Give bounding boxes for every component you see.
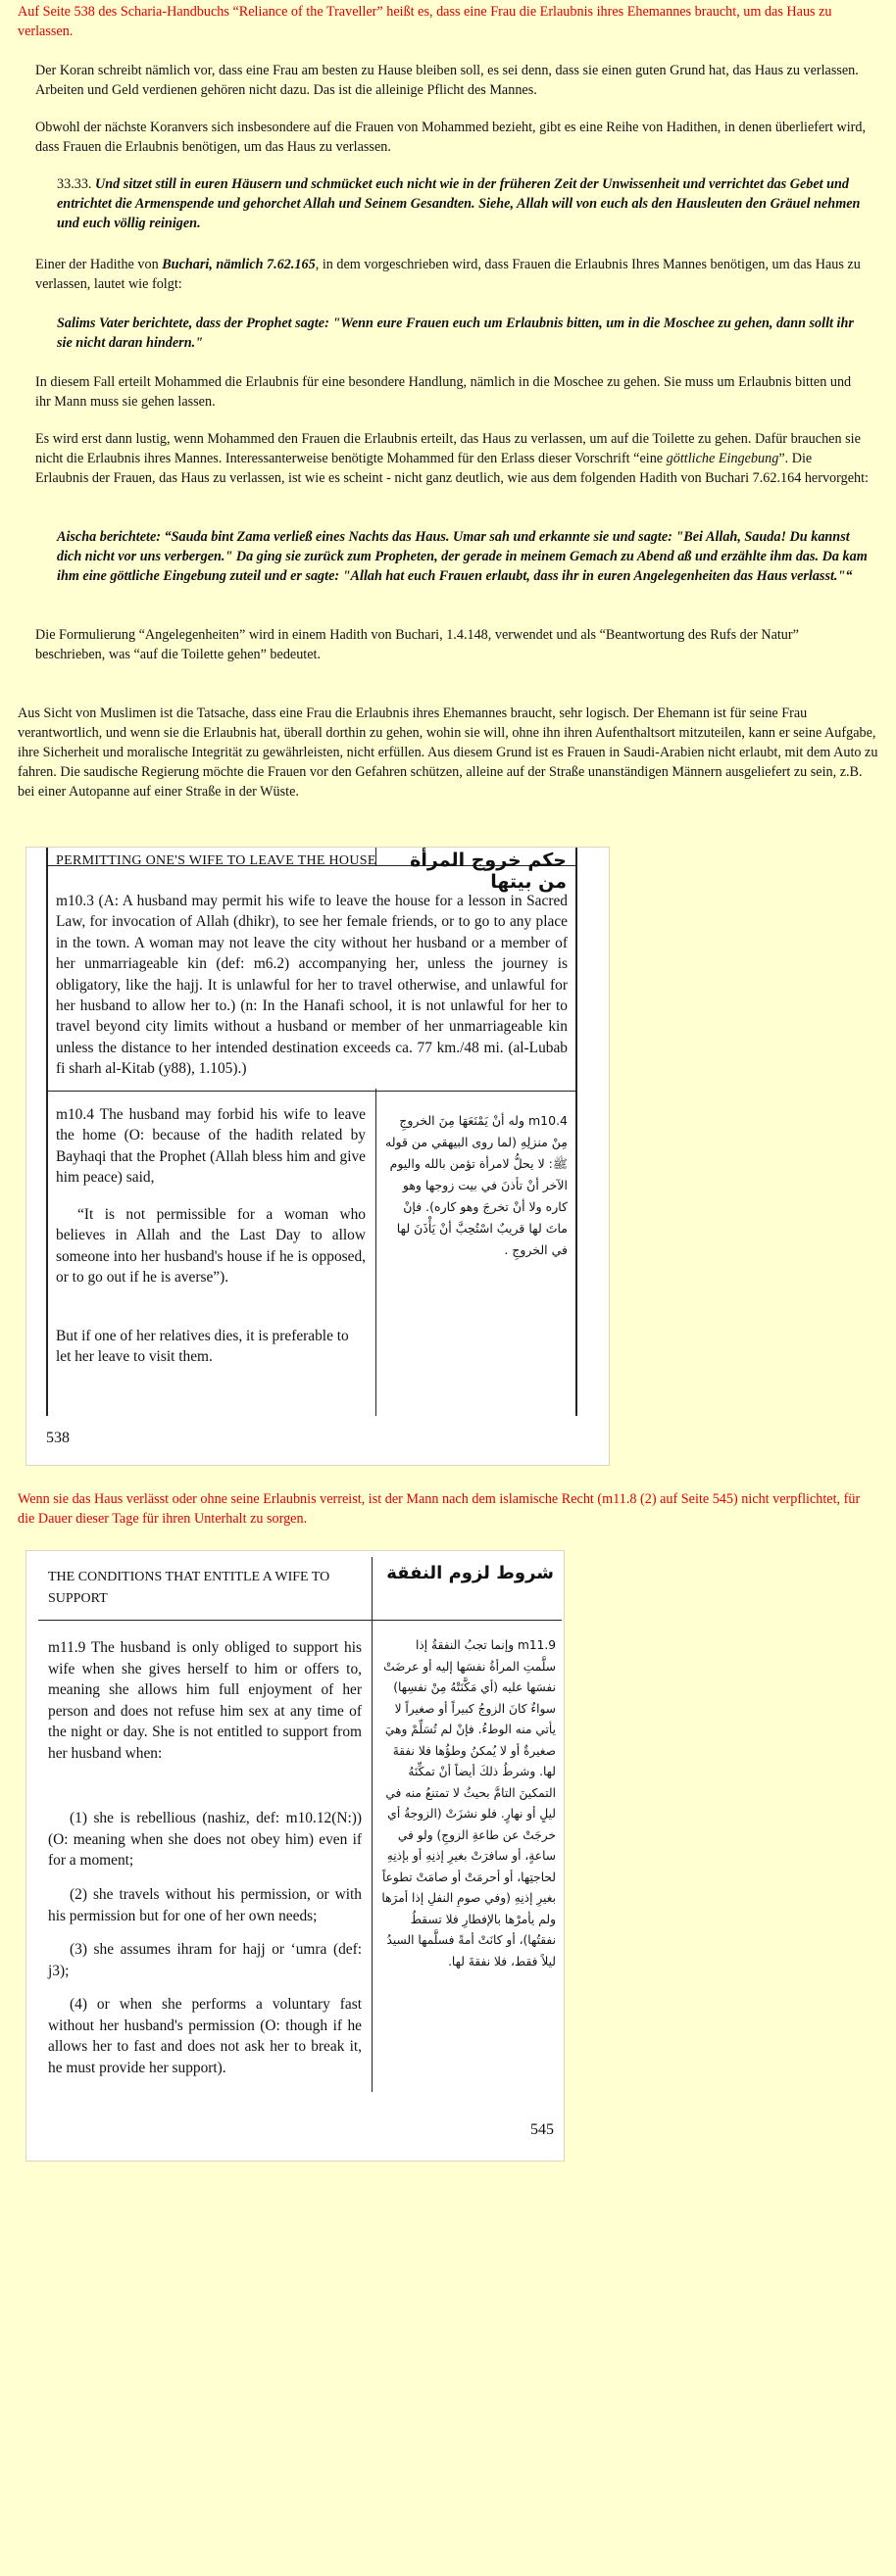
hadith-ref: Buchari, nämlich 7.62.165 (162, 257, 316, 272)
page-number: 538 (46, 1430, 70, 1446)
text-span: , in dem vorgeschrieben wird, dass Frauen die Erlaubnis Ihres Mannes benötigen, um das Haus zu verlassen, lautet wie folgt: (35, 257, 861, 292)
scan2-item-1: (1) she is rebellious (nashiz, def: m10.12(N:)) (O: meaning when she does not obey him) even if for a moment; (48, 1810, 362, 1870)
scan-arabic-text: m10.4 وله أنْ يَمْنَعَهَا مِنَ الخروجِ مِنْ منزلِهِ (لما روى البيهقي من قوله ﷺ: لا يحلُّ لامرأة تؤمن بالله واليوم الآخر أنْ تأذنَ في بيت زوجها وهو كاره ولا أنْ تخرجَ وهو كاره). فإنْ ماتَ لها قريبٌ اسْتُحِبَّ أنْ يَأْذَنَ لها في الخروجِ . (385, 1113, 568, 1257)
intro-red-text: Auf Seite 538 des Scharia-Handbuchs “Reliance of the Traveller” heißt es, dass eine Frau die Erlaubnis ihres Ehemannes braucht, um das Haus zu verlassen. (18, 4, 832, 39)
scan-last: But if one of her relatives dies, it is preferable to let her leave to visit them. (56, 1328, 349, 1366)
quote-salim: Salims Vater berichtete, dass der Prophet sagte: "Wenn eure Frauen euch um Erlaubnis bitten, um in die Moschee zu gehen, dann sollt ihr sie nicht daran hindern." (57, 316, 854, 351)
paragraph-buchari (35, 255, 869, 294)
scanned-page-545 (25, 1550, 565, 2162)
paragraph-toilet (35, 429, 869, 488)
text-span: ”. Die Erlaubnis der Frauen, das Haus zu verlassen, ist wie es scheint - nicht ganz deutlich, wie aus dem folgenden Hadith von Buchari 7.62.164 hervorgeht: (35, 451, 869, 486)
emphasis: göttliche Eingebung (666, 451, 779, 466)
quote-aischa: Aischa berichtete: “Sauda bint Zama verließ eines Nachts das Haus. Umar sah und erkannte sie und sagte: "Bei Allah, Sauda! Du kannst dich nicht vor uns verbergen." Da ging sie zurück zum Propheten, der gerade in meinem Gemach zu Abend aß und erzählte ihm das. Da kam ihm eine göttliche Eingebung zuteil und er sagte: "Allah hat euch Frauen erlaubt, dass ihr in euren Angelegenheiten das Haus verlasst."“ (57, 529, 868, 584)
scan-header-ar: حكم خروج المرأة من بيتها (410, 850, 567, 893)
verse-number: 33.33. (57, 176, 92, 192)
scan-m10-4: m10.4 The husband may forbid his wife to leave the home (O: because of the hadith related by Bayhaqi that the Prophet (Allah bless him and give him peace) said, (56, 1106, 366, 1187)
scan2-header-en: THE CONDITIONS THAT ENTITLE A WIFE TO SUPPORT (48, 1570, 330, 1606)
scan2-item-2: (2) she travels without his permission, or with his permission but for one of her own needs; (48, 1886, 362, 1924)
scan-m10-3: m10.3 (A: A husband may permit his wife to leave the house for a lesson in Sacred Law, for invocation of Allah (dhikr), to see her female friends, or to go to any place in the town. A woman may not leave the city without her husband or a member of her unmarriageable kin (def: m6.2) accompanying her, unless the journey is obligatory, like the hajj. It is unlawful for her to travel otherwise, and unlawful for her husband to allow her to.) (n: In the Hanafi school, it is not unlawful for her to travel beyond city limits without a husband or member of her unmarriageable kin unless the distance to her intended destination exceeds ca. 77 km./48 mi. (al-Lubab fi sharh al-Kitab (y88), 1.105).) (56, 893, 568, 1078)
paragraph-muslim-view: Aus Sicht von Muslimen ist die Tatsache, dass eine Frau die Erlaubnis ihres Ehemannes braucht, sehr logisch. Der Ehemann ist für seine Frau verantwortlich, und wenn sie die Erlaubnis hat, überall dorthin zu gehen, wohin sie will, ohne ihn ihren Aufenthaltsort mitzuteilen, kann er seine Aufgabe, ihre Sicherheit und moralische Integrität zu gewährleisten, nicht erfüllen. Aus diesem Grund ist es Frauen in Saudi-Arabien nicht erlaubt, mit dem Auto zu fahren. Die saudische Regierung möchte die Frauen vor den Gefahren schützen, alleine auf der Straße unanständigen Männern ausgeliefert zu sein, z.B. bei einer Autopanne auf einer Straße in der Wüste. (18, 705, 878, 800)
quote-koran-33-33 (57, 174, 872, 233)
page-number: 545 (530, 2121, 554, 2138)
text-span: Es wird erst dann lustig, wenn Mohammed den Frauen die Erlaubnis erteilt, das Haus zu verlassen, um auf die Toilette zu gehen. Dafür brauchen sie nicht die Erlaubnis ihres Mannes. Interessanterweise benötigte Mohammed für den Erlass dieser Vorschrift “eine (35, 431, 861, 466)
scan2-header-ar: شروط لزوم النفقة (386, 1563, 554, 1583)
scan-header-en: PERMITTING ONE'S WIFE TO LEAVE THE HOUSE (56, 853, 376, 868)
red-text-support: Wenn sie das Haus verlässt oder ohne seine Erlaubnis verreist, ist der Mann nach dem islamische Recht (m11.8 (2) auf Seite 545) nicht verpflichtet, für die Dauer dieser Tage für ihren Unterhalt zu sorgen. (18, 1491, 861, 1527)
scan2-arabic-text: m11.9 وإنما تجبُ النفقةُ إذا سلَّمتِ المرأةُ نفسَها إليه أو عرضَتْ نفسَها عليه (أي مَكَّنَتْهُ مِنْ نفسِها) سواءٌ كانَ الزوجُ كبيراً أو صغيراً لا يأتي منه الوطءُ. فإنْ لم تُسَلِّمْ وهيَ صغيرةٌ أو لا يُمكنُ وطؤُها فلا نفقةَ لها. وشرطُ ذلكَ أيضاً أنْ تمكِّنَهُ التمكينَ التامَّ بحيثُ لا تمتنعُ منه في ليلٍ أو نهارٍ. فلو نشزَتْ (الزوجةُ أي خرجَتْ عن طاعةِ الزوجِ) ولو في ساعةٍ، أو سافرَتْ بغيرِ إذنِهِ أو بإذنِهِ لحاجتِها، أو أحرمَتْ أو صامَتْ تطوعاً بغيرِ إذنِهِ (وفي صومِ النفلِ إذا أمرَها ولم يأمرْها بالإفطارِ فلا تسقطُ نفقتُها)، أو كانَتْ أمةً فسلَّمها السيدُ ليلاً فقط، فلا نفقةَ لها. (381, 1638, 556, 1968)
scan2-item-3: (3) she assumes ihram for hajj or ‘umra (def: j3); (48, 1941, 362, 1979)
paragraph-mosque: In diesem Fall erteilt Mohammed die Erlaubnis für eine besondere Handlung, nämlich in die Moschee zu gehen. Sie muss um Erlaubnis bitten und ihr Mann muss sie gehen lassen. (35, 374, 852, 410)
verse-text: Und sitzet still in euren Häusern und schmücket euch nicht wie in der früheren Zeit der Unwissenheit und verrichtet das Gebet und entrichtet die Armenspende und gehorchet Allah und Seinem Gesandten. Siehe, Allah will von euch als den Hausleuten den Gräuel nehmen und euch völlig reinigen. (57, 176, 861, 231)
scan2-item-4: (4) or when she performs a voluntary fast without her husband's permission (O: though if he allows her to fast and does not ask her to break it, he must provide her support). (48, 1996, 362, 2076)
paragraph-hadith-intro: Obwohl der nächste Koranvers sich insbesondere auf die Frauen von Mohammed bezieht, gibt es eine Reihe von Hadithen, in denen überliefert wird, dass Frauen die Erlaubnis benötigen, um das Haus zu verlassen. (35, 120, 867, 155)
text-span: Einer der Hadithe von (35, 257, 163, 272)
paragraph-formulation: Die Formulierung “Angelegenheiten” wird in einem Hadith von Buchari, 1.4.148, verwendet und als “Beantwortung des Rufs der Natur” beschrieben, was “auf die Toilette gehen” bedeutet. (35, 627, 799, 662)
scanned-page-538 (25, 847, 610, 1466)
scan2-m11-9: m11.9 The husband is only obliged to support his wife when she gives herself to him or offers to, meaning she allows him full enjoyment of her person and does not refuse him sex at any time of the night or day. She is not entitled to support from her husband when: (48, 1639, 362, 1762)
scan-quote: “It is not permissible for a woman who believes in Allah and the Last Day to allow someone into her husband's house if he is opposed, or to go out if he is averse”). (56, 1206, 366, 1287)
paragraph-koran: Der Koran schreibt nämlich vor, dass eine Frau am besten zu Hause bleiben soll, es sei denn, dass sie einen guten Grund hat, das Haus zu verlassen. Arbeiten und Geld verdienen gehören nicht dazu. Das ist die alleinige Pflicht des Mannes. (35, 63, 859, 98)
